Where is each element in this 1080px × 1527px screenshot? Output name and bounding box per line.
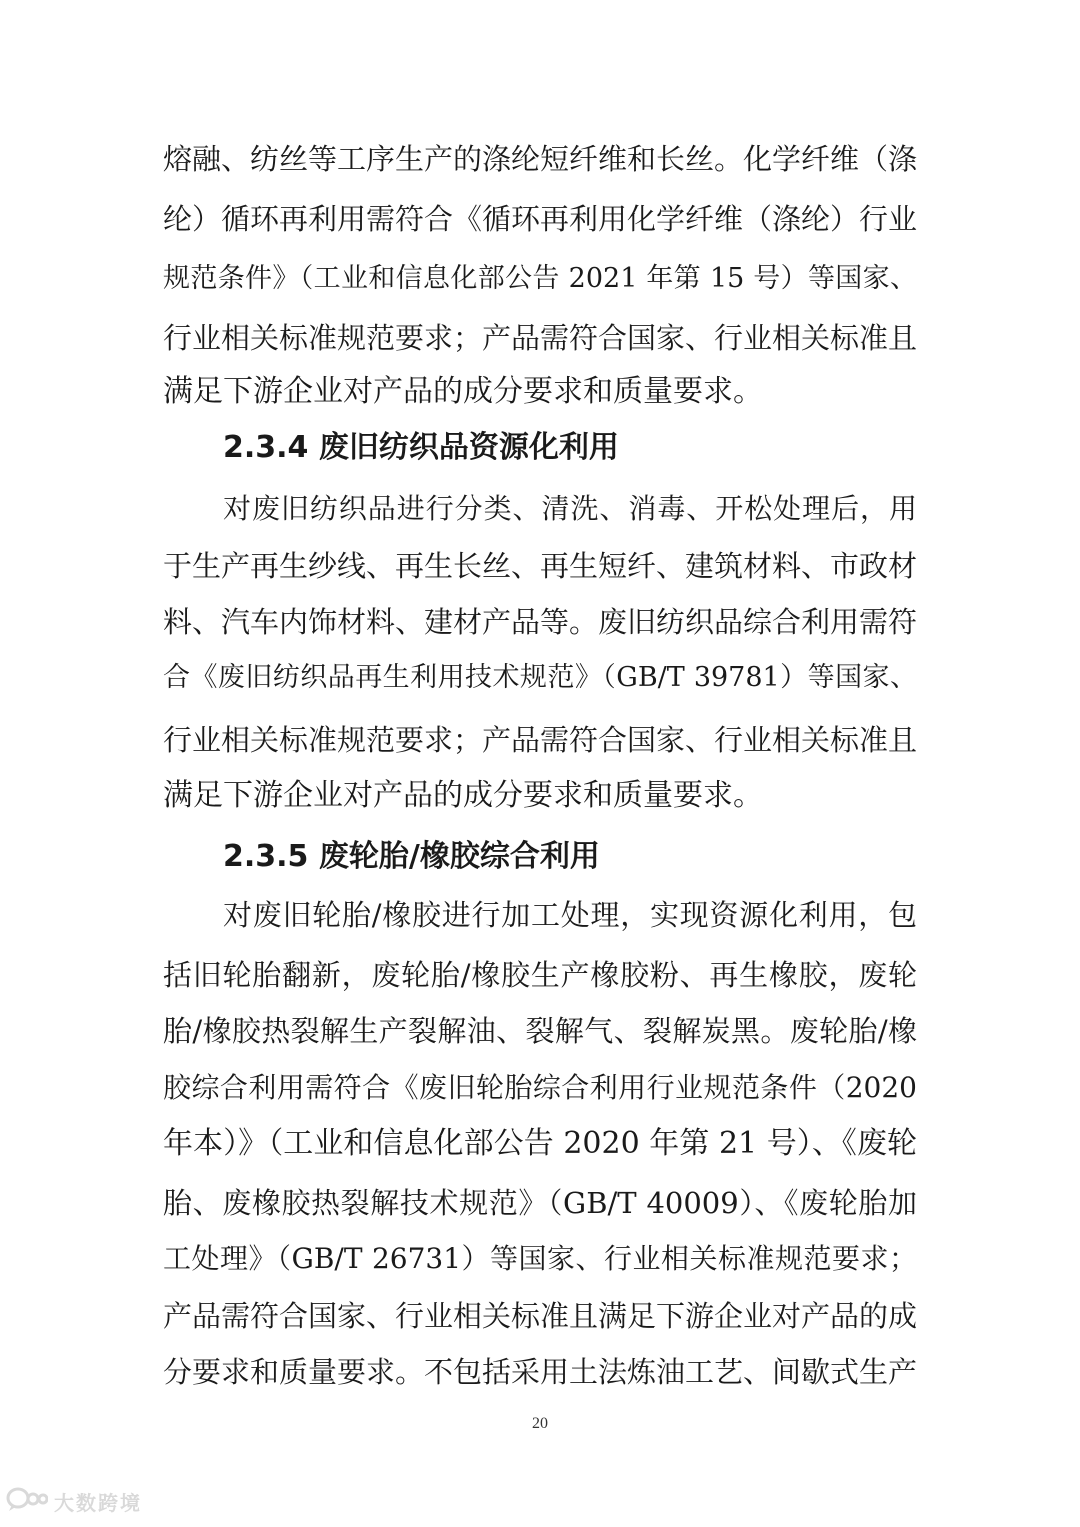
line-8: 料、汽车内饰材料、建材产品等。废旧纺织品综合利用需符 (163, 605, 918, 639)
line-0: 熔融、纺丝等工序生产的涤纶短纤维和长丝。化学纤维（涤 (163, 142, 918, 176)
line-11: 满足下游企业对产品的成分要求和质量要求。 (163, 778, 763, 813)
line-16: 胶综合利用需符合《废旧轮胎综合利用行业规范条件（2020 (163, 1071, 917, 1104)
line-2: 规范条件》（工业和信息化部公告 2021 年第 15 号）等国家、 (163, 263, 917, 294)
line-21: 分要求和质量要求。不包括采用土法炼油工艺、间歇式生产 (163, 1355, 918, 1389)
line-19: 工处理》（GB/T 26731）等国家、行业相关标准规范要求； (163, 1242, 917, 1275)
line-20: 产品需符合国家、行业相关标准且满足下游企业对产品的成 (163, 1299, 918, 1333)
line-13: 对废旧轮胎/橡胶进行加工处理，实现资源化利用，包 (223, 898, 917, 932)
line-6: 对废旧纺织品进行分类、清洗、消毒、开松处理后，用 (223, 492, 917, 525)
page-number: 20 (532, 1415, 548, 1432)
line-1: 纶）循环再利用需符合《循环再利用化学纤维（涤纶）行业 (163, 202, 918, 236)
line-14: 括旧轮胎翻新，废轮胎/橡胶生产橡胶粉、再生橡胶，废轮 (163, 958, 917, 992)
section-heading-2-3-5: 2.3.5 废轮胎/橡胶综合利用 (223, 839, 600, 874)
line-9: 合《废旧纺织品再生利用技术规范》（GB/T 39781）等国家、 (163, 662, 917, 693)
section-heading-2-3-4: 2.3.4 废旧纺织品资源化利用 (223, 430, 619, 465)
line-10: 行业相关标准规范要求；产品需符合国家、行业相关标准且 (163, 723, 918, 757)
watermark-text: 大数跨境 (54, 1490, 142, 1515)
line-17: 年本）》（工业和信息化部公告 2020 年第 21 号）、《废轮 (163, 1126, 917, 1161)
line-7: 于生产再生纱线、再生长丝、再生短纤、建筑材料、市政材 (163, 549, 918, 583)
speech-bubble-logo-icon (6, 1485, 48, 1517)
line-4: 满足下游企业对产品的成分要求和质量要求。 (163, 374, 763, 409)
line-15: 胎/橡胶热裂解生产裂解油、裂解气、裂解炭黑。废轮胎/橡 (163, 1014, 917, 1048)
watermark (6, 1486, 142, 1516)
line-3: 行业相关标准规范要求；产品需符合国家、行业相关标准且 (163, 321, 918, 355)
line-18: 胎、废橡胶热裂解技术规范》（GB/T 40009）、《废轮胎加 (163, 1186, 917, 1220)
